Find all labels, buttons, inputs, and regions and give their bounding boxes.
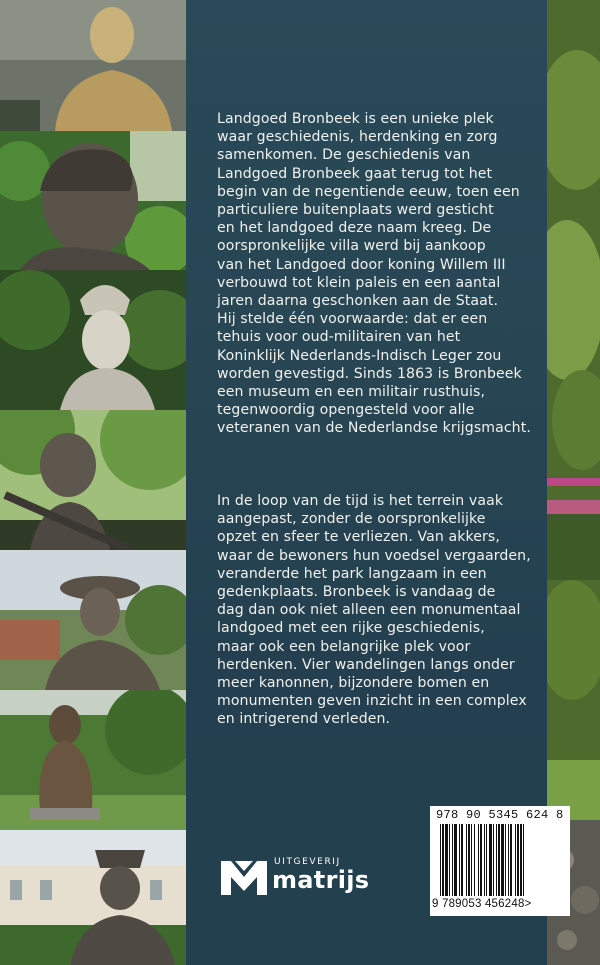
barcode (430, 806, 570, 916)
text-line: landgoed met een rijke geschiedenis, (217, 620, 485, 637)
barcode-bar (466, 824, 467, 896)
text-line: oorspronkelijke villa werd bij aankoop (217, 238, 486, 255)
text-line: dag dan ook niet alleen een monumentaal (217, 602, 521, 619)
text-line: verbouwd tot klein paleis en een aantal (217, 274, 501, 291)
text-line: waar geschiedenis, herdenking en zorg (217, 129, 498, 146)
barcode-bar (452, 824, 453, 896)
text-line: meer kanonnen, bijzondere bomen en (217, 675, 490, 692)
barcode-bar (468, 824, 470, 896)
barcode-bar (461, 824, 463, 896)
text-line: en het landgoed deze naam kreeg. De (217, 220, 492, 237)
text-line: veranderde het park langzaam in een (217, 565, 487, 582)
text-line: van het Landgoed door koning Willem III (217, 256, 506, 273)
text-line: aangepast, zonder de oorspronkelijke (217, 511, 486, 528)
text-line: Landgoed Bronbeek is een unieke plek (217, 111, 494, 127)
barcode-bar (454, 824, 457, 896)
text-line: Hij stelde één voorwaarde: dat er een (217, 311, 488, 328)
barcode-bar (442, 824, 444, 896)
text-line: veteranen van de Nederlandse krijgsmacht. (217, 420, 531, 437)
barcode-bar (517, 824, 519, 896)
barcode-bar (459, 824, 460, 896)
barcode-bar (484, 824, 485, 896)
barcode-bar (510, 824, 512, 896)
text-line: opzet en sfeer te verliezen. Van akkers, (217, 529, 500, 546)
text-line: een museum en een militair rusthuis, (217, 384, 486, 401)
publisher-name: matrijs (272, 866, 370, 894)
barcode-bar (508, 824, 509, 896)
text-line: tegenwoordig opengesteld voor alle (217, 402, 475, 419)
barcode-bar (498, 824, 500, 896)
text-line: worden gevestigd. Sinds 1863 is Bronbeek (217, 365, 522, 382)
text-line: In de loop van de tijd is het terrein vaak (217, 493, 504, 509)
barcode-bar (501, 824, 504, 896)
text-line: monumenten geven inzicht in een complex (217, 693, 527, 710)
barcode-bar (486, 824, 487, 896)
photo-strip (0, 0, 186, 965)
barcode-bar (520, 824, 522, 896)
barcode-bar (496, 824, 497, 896)
barcode-bar (449, 824, 450, 896)
text-line: maar ook een belangrijke plek voor (217, 638, 471, 655)
statue-photo-2 (0, 131, 186, 270)
text-line: waar de bewoners hun voedsel vergaarden, (217, 547, 531, 564)
description-paragraph-1 (217, 110, 537, 438)
statue-photo-5 (0, 550, 186, 690)
barcode-bar (480, 824, 482, 896)
statue-photo-3 (0, 270, 186, 410)
text-line: particuliere buitenplaats werd gesticht (217, 202, 494, 219)
description-paragraph-2 (217, 492, 537, 729)
barcode-bar (471, 824, 472, 896)
text-line: jaren daarna geschonken aan de Staat. (217, 293, 499, 310)
text-line: tehuis voor oud-militairen van het (217, 329, 461, 346)
barcode-bar (440, 824, 441, 896)
text-line: Koninklijk Nederlands-Indisch Leger zou (217, 347, 502, 364)
barcode-bar (515, 824, 516, 896)
text-line: begin van de negentiende eeuw, toen een (217, 183, 520, 200)
statue-photo-1 (0, 0, 186, 131)
barcode-bar (489, 824, 492, 896)
statue-photo-6 (0, 690, 186, 830)
statue-photo-4 (0, 410, 186, 550)
text-line: en intrigerend verleden. (217, 711, 391, 728)
text-line: gedenkplaats. Bronbeek is vandaag de (217, 584, 496, 601)
barcode-bar (493, 824, 494, 896)
barcode-bar (523, 824, 524, 896)
barcode-bar (474, 824, 475, 896)
text-line: samenkomen. De geschiedenis van (217, 147, 471, 164)
barcode-bar (478, 824, 479, 896)
statue-photo-7 (0, 830, 186, 965)
isbn-number: 978 90 5345 624 8 (436, 808, 564, 822)
barcode-bar (445, 824, 448, 896)
text-line: Landgoed Bronbeek gaat terug tot het (217, 165, 493, 182)
publisher-label: UITGEVERIJ (274, 857, 341, 867)
matrijs-logo-icon (219, 855, 269, 897)
barcode-bar (505, 824, 506, 896)
ean-digits: 9 789053 456248> (432, 898, 532, 910)
text-line: herdenken. Vier wandelingen langs onder (217, 656, 515, 673)
